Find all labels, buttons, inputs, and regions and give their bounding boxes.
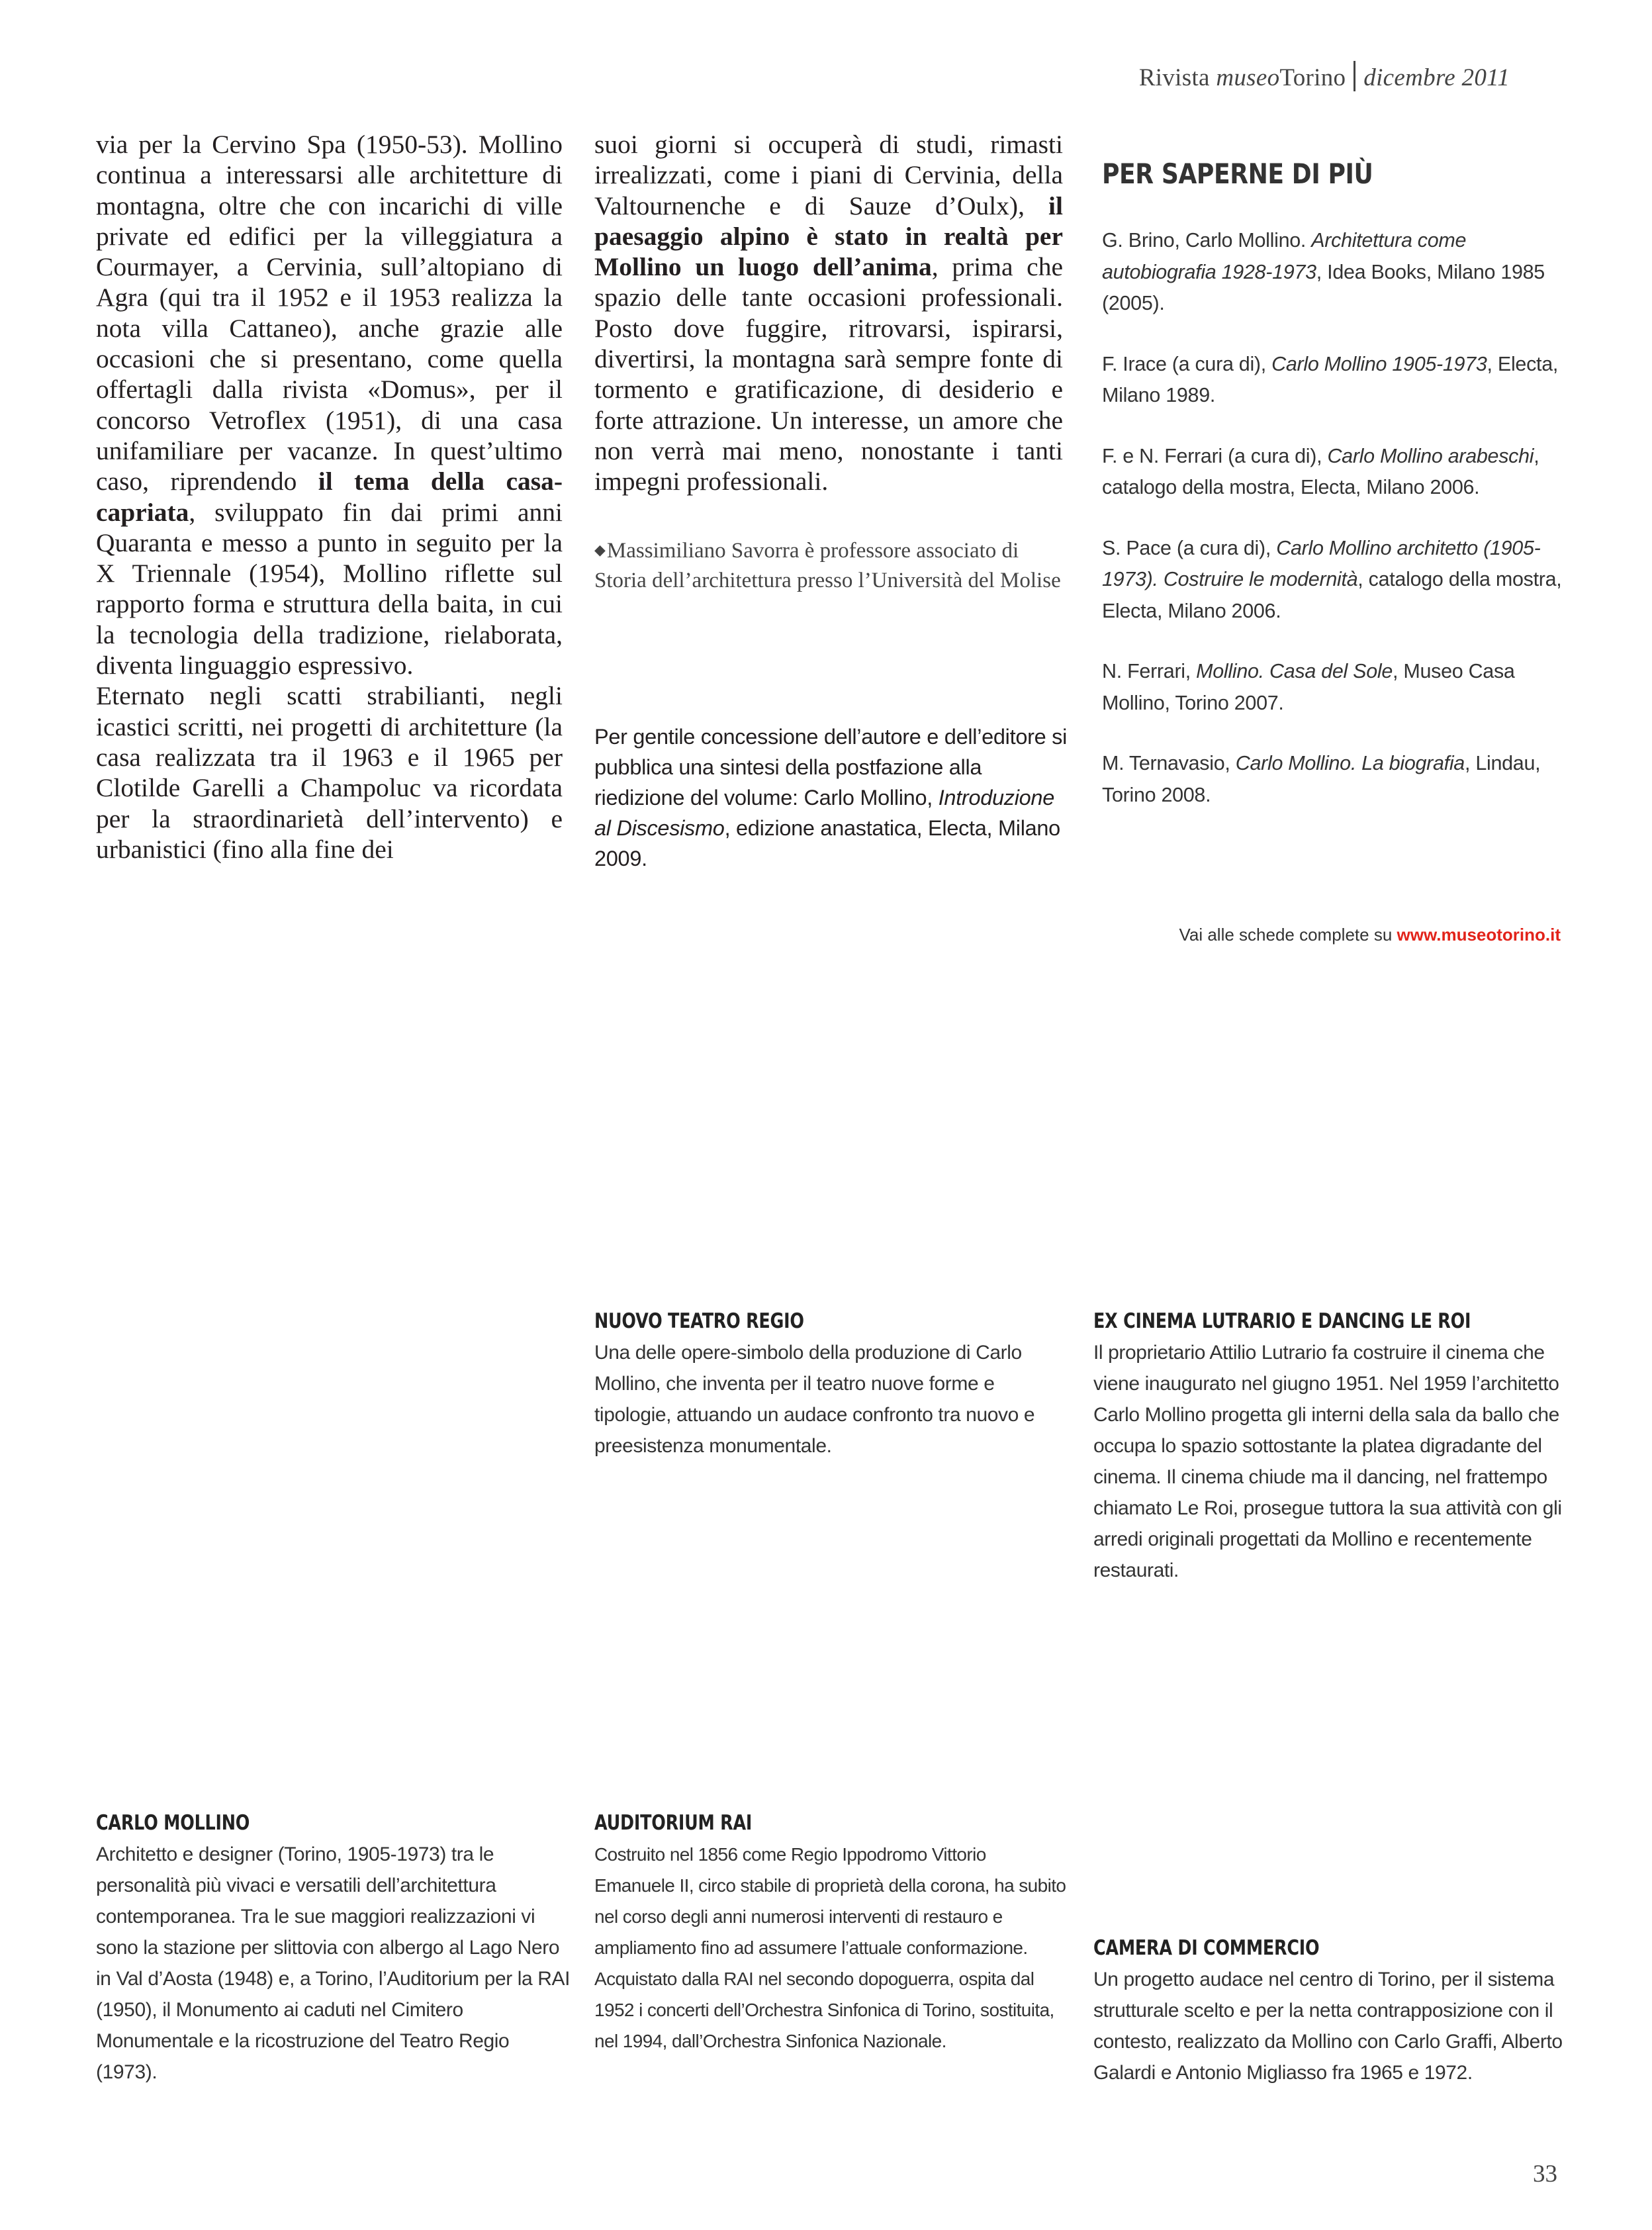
bibliography-list	[1102, 225, 1565, 840]
card-body: Una delle opere-simbolo della produzione di Carlo Mollino, che inventa per il teatro nuove forme e tipologie, attuando un audace confronto tra nuovo e preesistenza monumentale.	[594, 1342, 1035, 1457]
bibliography-entry: F. e N. Ferrari (a cura di), Carlo Mollino arabeschi, catalogo della mostra, Electa, Milano 2006.	[1102, 444, 1539, 498]
author-note	[594, 535, 1063, 596]
publication-credit: Per gentile concessione dell’autore e dell’editore si pubblica una sintesi della postfazione alla riedizione del volume: Carlo Mollino, Introduzione al Discesismo, edizione anastatica, Electa, Milano 2009.	[594, 725, 1067, 870]
bold-phrase: il paesaggio alpino è stato in realtà per Mollino un luogo dell’anima	[594, 191, 1063, 282]
page-number: 33	[1533, 2160, 1557, 2188]
card-nuovo-teatro-regio	[594, 1309, 1071, 1462]
diamond-icon: ◆	[594, 541, 606, 558]
card-title: EX CINEMA LUTRARIO E DANCING LE ROI	[1093, 1309, 1471, 1333]
card-ex-cinema-lutrario	[1093, 1309, 1570, 1586]
bibliography-entry: M. Ternavasio, Carlo Mollino. La biografia, Lindau, Torino 2008.	[1102, 752, 1541, 806]
card-body: Un progetto audace nel centro di Torino, per il sistema strutturale scelto e per la netta contrapposizione con il contesto, realizzato da Mollino con Carlo Graffi, Alberto Galardi e Antonio Migliasso fra 1965 e 1972.	[1093, 1969, 1563, 2084]
card-body: Architetto e designer (Torino, 1905-1973) tra le personalità più vivaci e versatili dell’architettura contemporanea. Tra le sue maggiori realizzazioni vi sono la stazione per slittovia con albergo al Lago Nero in Val d’Aosta (1948) e, a Torino, l’Auditorium per la RAI (1950), il Monumento ai caduti nel Cimitero Monumentale e la ricostruzione del Teatro Regio (1973).	[96, 1843, 571, 2083]
article-column-1	[96, 129, 563, 864]
bibliography-entry: G. Brino, Carlo Mollino. Architettura come autobiografia 1928-1973, Idea Books, Milano 1985 (2005).	[1102, 229, 1545, 314]
card-auditorium-rai	[594, 1811, 1071, 2057]
museotorino-link[interactable]: www.museotorino.it	[1397, 925, 1561, 945]
bibliography-entry: N. Ferrari, Mollino. Casa del Sole, Museo Casa Mollino, Torino 2007.	[1102, 660, 1515, 714]
article-column-2	[594, 129, 1063, 497]
issue-date: dicembre 2011	[1363, 64, 1510, 91]
card-body: Costruito nel 1856 come Regio Ippodromo Vittorio Emanuele II, circo stabile di proprietà della corona, ha subito nel corso degli anni numerosi interventi di restauro e ampliamento fino ad assumere l’attuale conformazione. Acquistato dalla RAI nel secondo dopoguerra, ospita dal 1952 i concerti dell’Orchestra Sinfonica di Torino, sostituita, nel 1994, dall’Orchestra Sinfonica Nazionale.	[594, 1844, 1066, 2051]
author-note-text: Massimiliano Savorra è professore associato di Storia dell’architettura presso l’Università del Molise	[594, 539, 1061, 592]
article-paragraph: suoi giorni si occuperà di studi, rimasti irrealizzati, come i piani di Cervinia, della Valtournenche e di Sauze d’Oulx), il paesaggio alpino è stato in realtà per Mollino un luogo dell’anima, prima che spazio delle tante occasioni professionali. Posto dove fuggire, ritrovarsi, ispirarsi, divertirsi, la montagna sarà sempre fonte di tormento e gratificazione, di desiderio e forte attrazione. Un interesse, un amore che non verrà mai meno, nonostante i tanti impegni professionali.	[594, 130, 1063, 496]
bibliography-entry: S. Pace (a cura di), Carlo Mollino architetto (1905-1973). Costruire le modernità, catalogo della mostra, Electa, Milano 2006.	[1102, 536, 1562, 622]
card-title: AUDITORIUM RAI	[594, 1811, 753, 1835]
card-title: NUOVO TEATRO REGIO	[594, 1309, 804, 1333]
brand-museo: museo	[1216, 64, 1280, 91]
bold-phrase: il tema della casa-capriata	[96, 467, 563, 527]
more-info-line: Vai alle schede complete su www.museotorino.it	[1179, 925, 1561, 945]
bibliography-entry: F. Irace (a cura di), Carlo Mollino 1905-1973, Electa, Milano 1989.	[1102, 352, 1559, 406]
card-carlo-mollino	[96, 1811, 573, 2088]
card-camera-di-commercio	[1093, 1936, 1570, 2088]
bibliography-title: PER SAPERNE DI PIÙ	[1102, 158, 1373, 190]
card-title: CAMERA DI COMMERCIO	[1093, 1936, 1320, 1960]
header-divider	[1354, 61, 1355, 91]
card-title: CARLO MOLLINO	[96, 1811, 250, 1835]
page-header	[1139, 61, 1510, 92]
article-paragraph: via per la Cervino Spa (1950-53). Mollino continua a interessarsi alle architetture di montagna, oltre che con incarichi di ville private ed edifici per la villeggiatura a Courmayer, a Cervinia, sull’altopiano di Agra (qui tra il 1952 e il 1953 realizza la nota villa Cattaneo), anche grazie alle occasioni che si presentano, come quella offertagli dalla rivista «Domus», per il concorso Vetroflex (1951), di una casa unifamiliare per vacanze. In quest’ultimo caso, riprendendo il tema della casa-capriata, sviluppato fin dai primi anni Quaranta e messo a punto in seguito per la X Triennale (1954), Mollino riflette sul rapporto forma e struttura della baita, in cui la tecnologia della tradizione, rielaborata, diventa linguaggio espressivo.	[96, 130, 563, 680]
brand-torino: Torino	[1279, 64, 1346, 91]
article-paragraph: Eternato negli scatti strabilianti, negli icastici scritti, nei progetti di architetture (la casa realizzata tra il 1963 e il 1965 per Clotilde Garelli a Champoluc va ricordata per la straordinarietà dell’intervento) e urbanistici (fino alla fine dei	[96, 681, 563, 864]
magazine-label: Rivista	[1138, 64, 1210, 91]
book-title: Introduzione al Discesismo	[594, 786, 1054, 840]
card-body: Il proprietario Attilio Lutrario fa costruire il cinema che viene inaugurato nel giugno 1951. Nel 1959 l’architetto Carlo Mollino progetta gli interni della sala da ballo che occupa lo spazio sottostante la platea digradante del cinema. Il cinema chiude ma il dancing, nel frattempo chiamato Le Roi, prosegue tuttora la sua attività con gli arredi originali progettati da Mollino e recentemente restaurati.	[1093, 1342, 1562, 1581]
